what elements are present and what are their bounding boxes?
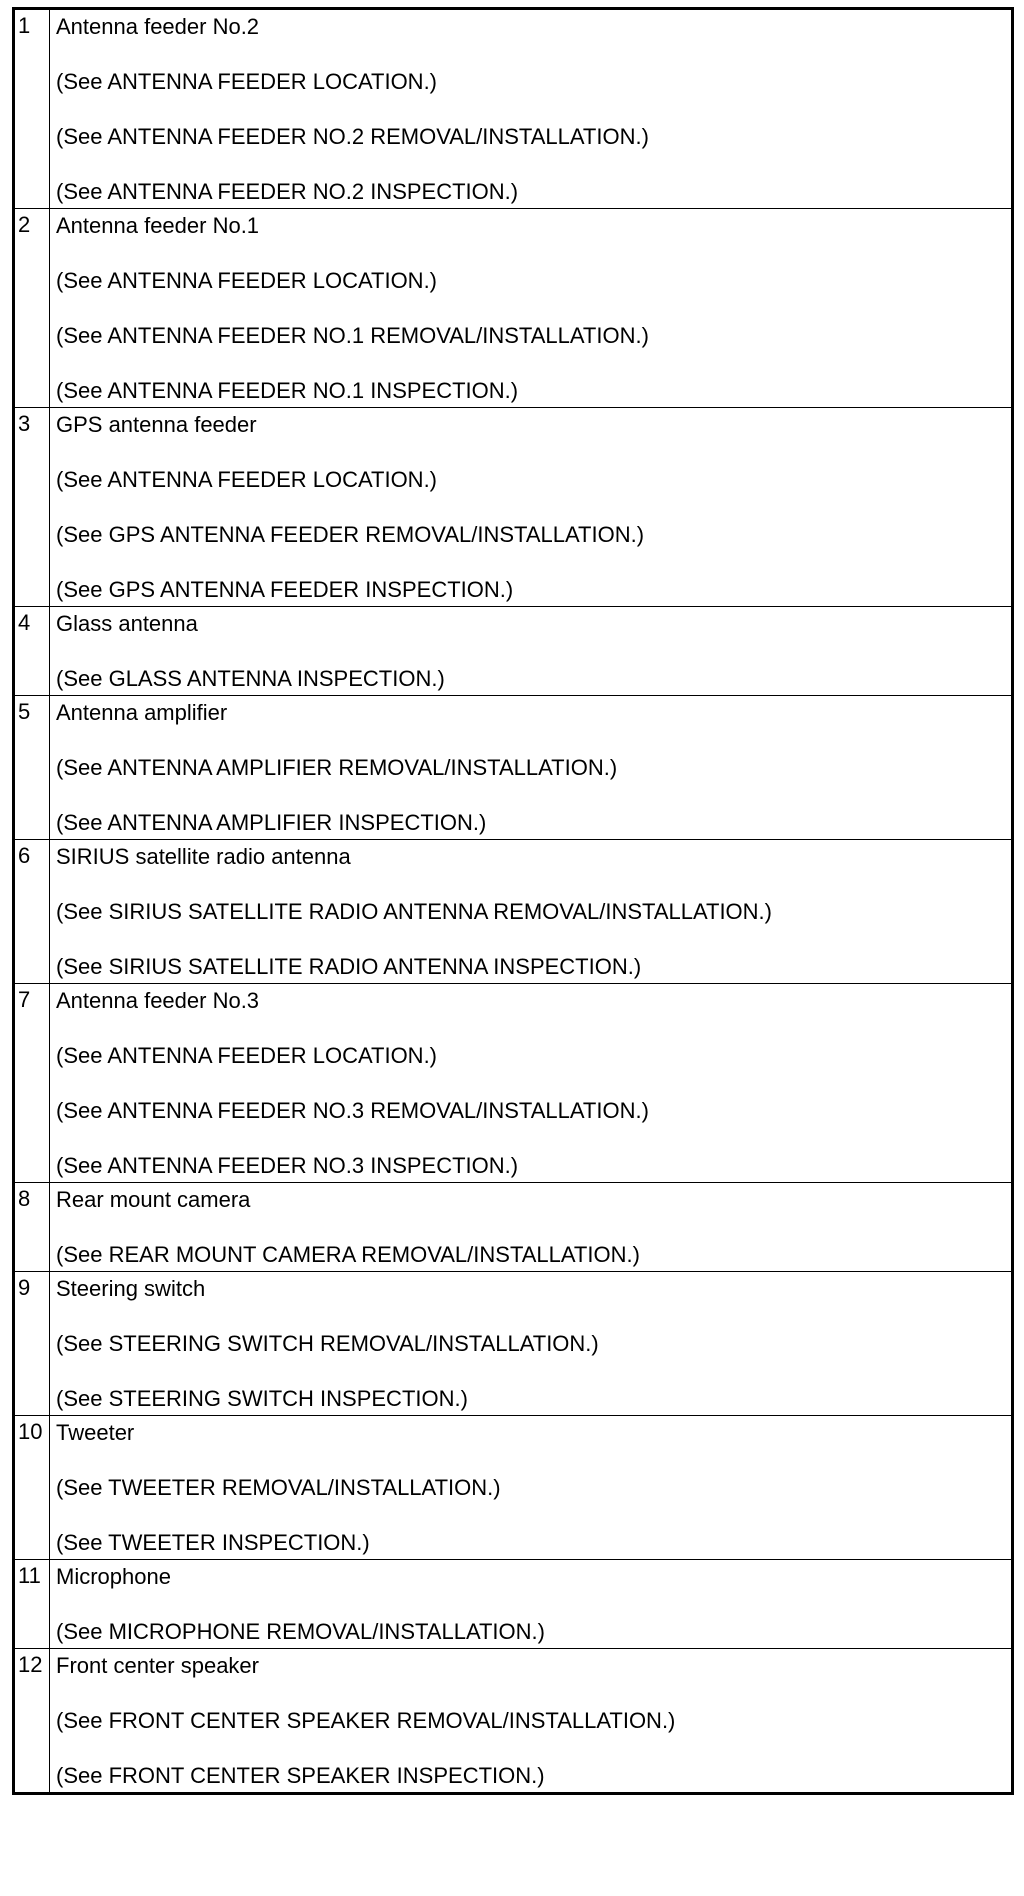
part-reference: (See ANTENNA FEEDER LOCATION.): [56, 69, 438, 94]
part-reference: (See TWEETER REMOVAL/INSTALLATION.): [56, 1475, 501, 1500]
part-details: [50, 408, 1013, 607]
part-number: 12: [14, 1649, 50, 1794]
part-reference: (See ANTENNA FEEDER LOCATION.): [56, 1043, 438, 1068]
part-reference: (See REAR MOUNT CAMERA REMOVAL/INSTALLATION.): [56, 1242, 640, 1267]
part-reference: (See ANTENNA FEEDER LOCATION.): [56, 268, 438, 293]
table-row: [14, 1649, 1013, 1794]
table-row: [14, 1416, 1013, 1560]
part-reference: (See ANTENNA FEEDER NO.1 INSPECTION.): [56, 378, 519, 403]
part-reference: (See SIRIUS SATELLITE RADIO ANTENNA INSPECTION.): [56, 954, 642, 979]
part-reference: (See SIRIUS SATELLITE RADIO ANTENNA REMOVAL/INSTALLATION.): [56, 899, 772, 924]
part-details: [50, 1560, 1013, 1649]
table-row: [14, 984, 1013, 1183]
part-name: SIRIUS satellite radio antenna: [56, 844, 351, 869]
table-row: [14, 607, 1013, 696]
part-number: 2: [14, 209, 50, 408]
part-name: Rear mount camera: [56, 1187, 251, 1212]
part-name: GPS antenna feeder: [56, 412, 257, 437]
part-name: Antenna feeder No.1: [56, 213, 260, 238]
part-reference: (See FRONT CENTER SPEAKER INSPECTION.): [56, 1763, 545, 1788]
table-row: [14, 408, 1013, 607]
part-reference: (See ANTENNA FEEDER LOCATION.): [56, 467, 438, 492]
part-reference: (See STEERING SWITCH INSPECTION.): [56, 1386, 468, 1411]
part-number: 6: [14, 840, 50, 984]
part-details: [50, 1649, 1013, 1794]
part-reference: (See ANTENNA FEEDER NO.1 REMOVAL/INSTALLATION.): [56, 323, 649, 348]
parts-table: [12, 7, 1014, 1795]
part-number: 4: [14, 607, 50, 696]
part-reference: (See FRONT CENTER SPEAKER REMOVAL/INSTALLATION.): [56, 1708, 676, 1733]
part-reference: (See ANTENNA FEEDER NO.2 INSPECTION.): [56, 179, 519, 204]
part-name: Antenna feeder No.2: [56, 14, 260, 39]
part-reference: (See ANTENNA FEEDER NO.3 REMOVAL/INSTALLATION.): [56, 1098, 649, 1123]
part-reference: (See GPS ANTENNA FEEDER INSPECTION.): [56, 577, 514, 602]
table-row: [14, 1272, 1013, 1416]
part-number: 3: [14, 408, 50, 607]
part-number: 9: [14, 1272, 50, 1416]
table-row: [14, 840, 1013, 984]
part-number: 5: [14, 696, 50, 840]
part-number: 1: [14, 9, 50, 209]
part-name: Glass antenna: [56, 611, 198, 636]
part-details: [50, 840, 1013, 984]
part-number: 11: [14, 1560, 50, 1649]
part-reference: (See STEERING SWITCH REMOVAL/INSTALLATION.): [56, 1331, 599, 1356]
part-name: Front center speaker: [56, 1653, 259, 1678]
part-name: Microphone: [56, 1564, 171, 1589]
part-details: [50, 1183, 1013, 1272]
part-reference: (See GLASS ANTENNA INSPECTION.): [56, 666, 445, 691]
parts-table-body: [14, 9, 1013, 1794]
table-row: [14, 1560, 1013, 1649]
part-details: [50, 9, 1013, 209]
part-details: [50, 1416, 1013, 1560]
part-details: [50, 209, 1013, 408]
part-number: 7: [14, 984, 50, 1183]
part-details: [50, 607, 1013, 696]
table-row: [14, 696, 1013, 840]
part-name: Antenna feeder No.3: [56, 988, 260, 1013]
table-row: [14, 1183, 1013, 1272]
part-reference: (See ANTENNA FEEDER NO.2 REMOVAL/INSTALLATION.): [56, 124, 649, 149]
part-number: 8: [14, 1183, 50, 1272]
part-number: 10: [14, 1416, 50, 1560]
table-row: [14, 209, 1013, 408]
part-details: [50, 984, 1013, 1183]
part-details: [50, 1272, 1013, 1416]
part-reference: (See MICROPHONE REMOVAL/INSTALLATION.): [56, 1619, 545, 1644]
part-name: Steering switch: [56, 1276, 206, 1301]
part-reference: (See ANTENNA AMPLIFIER REMOVAL/INSTALLATION.): [56, 755, 618, 780]
part-reference: (See TWEETER INSPECTION.): [56, 1530, 370, 1555]
part-details: [50, 696, 1013, 840]
part-reference: (See GPS ANTENNA FEEDER REMOVAL/INSTALLATION.): [56, 522, 645, 547]
part-name: Antenna amplifier: [56, 700, 228, 725]
part-name: Tweeter: [56, 1420, 135, 1445]
part-reference: (See ANTENNA FEEDER NO.3 INSPECTION.): [56, 1153, 519, 1178]
table-row: [14, 9, 1013, 209]
part-reference: (See ANTENNA AMPLIFIER INSPECTION.): [56, 810, 487, 835]
